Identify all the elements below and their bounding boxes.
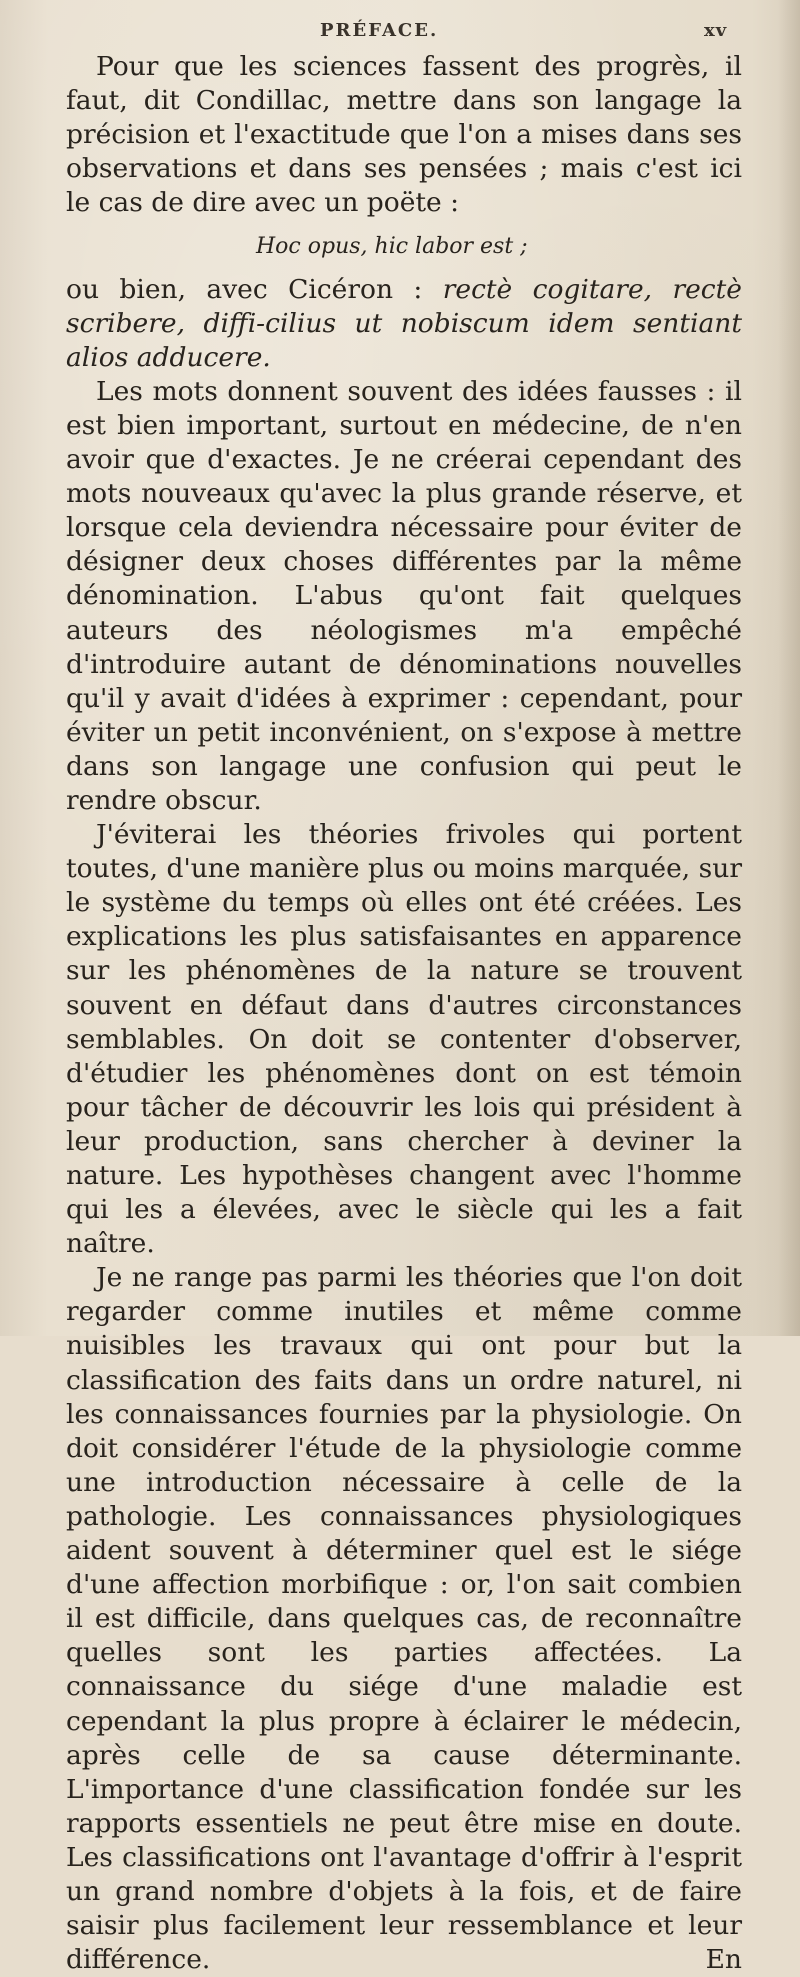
paragraph-physiologie: Je ne range pas parmi les théories que l'on doit regarder comme inutiles et même comme nuisibles les travaux qui ont pour but la classification des faits dans un ordre naturel, ni les connaissances fournies par la physiologie. On doit considérer l'étude de la physiologie comme une introduction nécessaire à celle de la pathologie. Les connaissances physiologiques aident souvent à déterminer quel est le siége d'une affection morbifique : or, l'on sait combien il est difficile, dans quelques cas, de reconnaître quelles sont les parties affectées. La connaissance du siége d'une maladie est cependant la plus propre à éclairer le médecin, après celle de sa cause déterminante. L'importance d'une classification fondée sur les rapports essentiels ne peut être mise en doute. Les classifications ont l'avantage d'offrir à l'esprit un grand nombre d'objets à la fois, et de faire saisir plus facilement leur ressemblance et leur différence. En [66,1262,742,1976]
cicero-lead: ou bien, avec Cicéron : [66,273,443,305]
verse-quotation: Hoc opus, hic labor est ; [256,234,528,260]
running-title: PRÉFACE. [320,20,439,41]
paragraph-condillac: Pour que les sciences fassent des progrès, il faut, dit Condillac, mettre dans son langage la précision et l'exactitude que l'on a mises dans ses observations et dans ses pensées ; mais c'est ici le cas de dire avec un poëte : [66,51,742,219]
page-edge-shadow [778,0,800,1336]
paragraph-cicero [66,273,742,375]
page-number: xv [704,20,728,41]
page-header [0,20,800,50]
paragraph-mots: Les mots donnent souvent des idées fausses : il est bien important, surtout en médecine, de n'en avoir que d'exactes. Je ne créerai cependant des mots nouveaux qu'avec la plus grande réserve, et lorsque cela deviendra nécessaire pour éviter de désigner deux choses différentes par la même dénomination. L'abus qu'ont fait quelques auteurs des néologismes m'a empêché d'introduire autant de dénominations nouvelles qu'il y avait d'idées à exprimer : cependant, pour éviter un petit inconvénient, on s'expose à mettre dans son langage une confusion qui peut le rendre obscur. [66,375,742,816]
paragraph-theories: J'éviterai les théories frivoles qui portent toutes, d'une manière plus ou moins marquée, sur le système du temps où elles ont été créées. Les explications les plus satisfaisantes en apparence sur les phénomènes de la nature se trouvent souvent en défaut dans d'autres circonstances semblables. On doit se contenter d'observer, d'étudier les phénomènes dont on est témoin pour tâcher de découvrir les lois qui président à leur production, sans chercher à deviner la nature. Les hypothèses changent avec l'homme qui les a élevées, avec le siècle qui les a fait naître. [66,819,742,1260]
body-text [66,50,742,1977]
cicero-latin-quote: rectè cogitare, rectè scribere, diffi-cilius ut nobiscum idem sentiant alios adducere. [66,273,742,373]
